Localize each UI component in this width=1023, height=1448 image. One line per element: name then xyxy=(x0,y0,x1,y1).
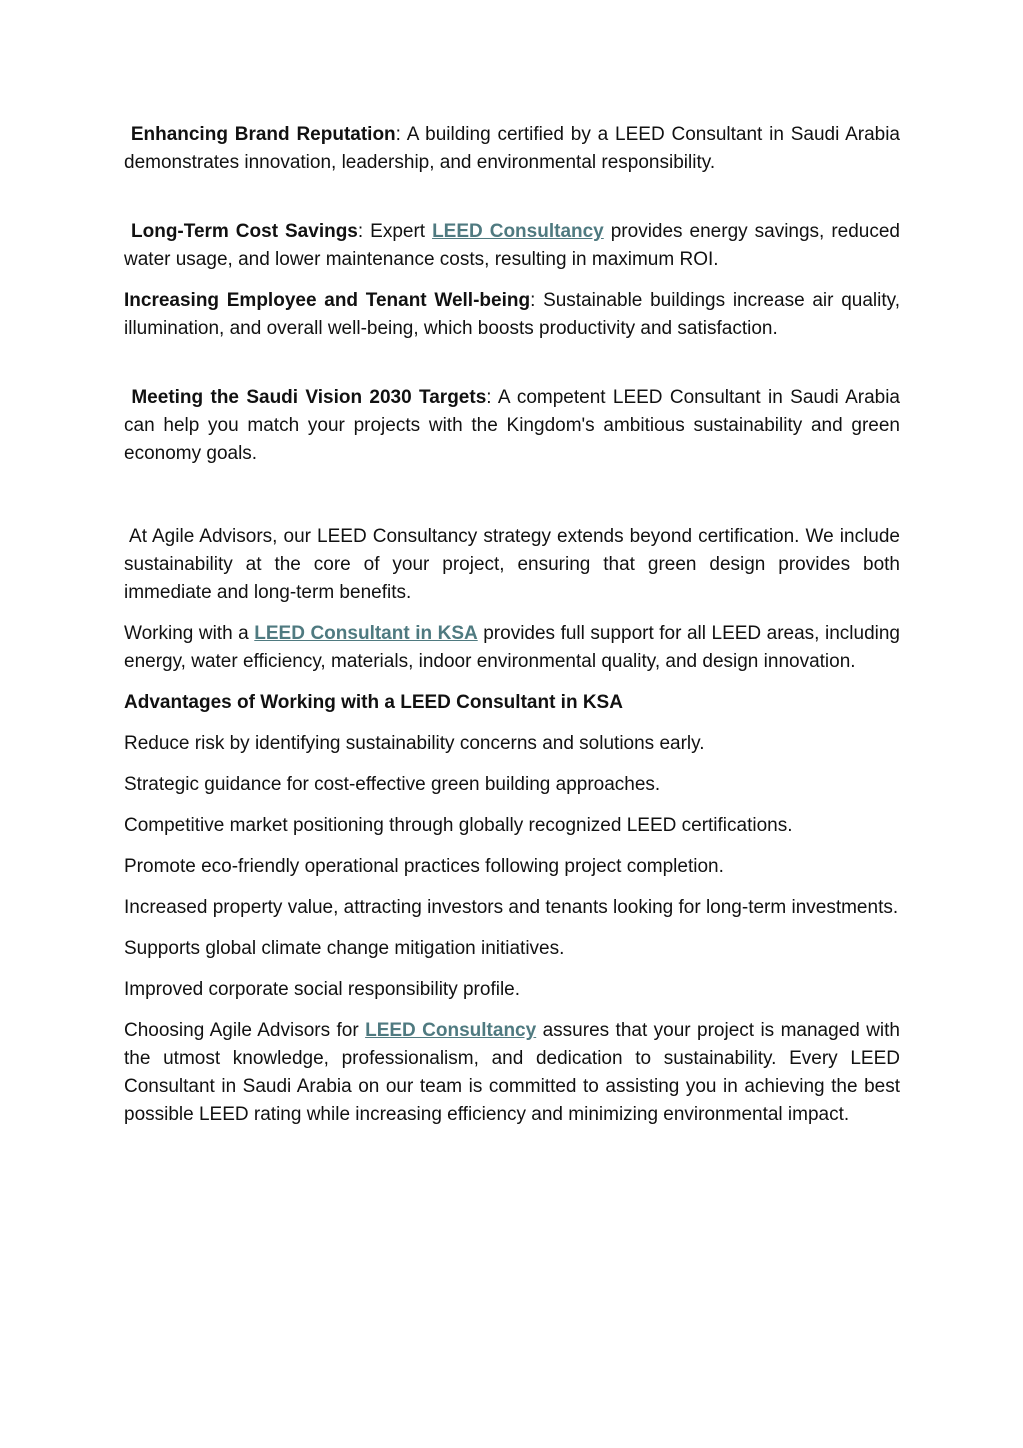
leed-consultant-ksa-link[interactable]: LEED Consultant in KSA xyxy=(254,623,478,644)
leed-consultancy-link[interactable]: LEED Consultancy xyxy=(365,1020,537,1041)
paragraph-text: At Agile Advisors, our LEED Consultancy strategy extends beyond certification. We include sustainability at the core of your project, ensuring that green design provides both immediate and long-term benefits. xyxy=(124,526,900,603)
paragraph-agile-advisors xyxy=(124,523,900,607)
paragraph-title: Long-Term Cost Savings xyxy=(131,221,358,242)
leed-consultancy-link[interactable]: LEED Consultancy xyxy=(432,221,604,242)
paragraph-text: assures that your project is managed with the utmost knowledge, professionalism, and dedication to sustainability. Every LEED Consultant in Saudi Arabia on our team is committed to assisting you in achieving the best possible LEED rating while increasing efficiency and minimizing environmental impact. xyxy=(124,1020,900,1125)
paragraph-text: : A competent LEED Consultant in Saudi Arabia can help you match your projects with the Kingdom's ambitious sustainability and green economy goals. xyxy=(124,387,900,464)
paragraph-cost-savings xyxy=(124,218,900,274)
list-item: Strategic guidance for cost-effective green building approaches. xyxy=(124,774,661,795)
paragraph-text: provides energy savings, reduced water usage, and lower maintenance costs, resulting in maximum ROI. xyxy=(124,221,900,270)
paragraph-text: Working with a xyxy=(124,623,255,644)
paragraph-vision-2030 xyxy=(124,384,900,468)
paragraph-text: : Sustainable buildings increase air quality, illumination, and overall well-being, which boosts productivity and satisfaction. xyxy=(124,290,900,339)
paragraph-brand-reputation xyxy=(124,121,900,177)
list-item: Increased property value, attracting investors and tenants looking for long-term investments. xyxy=(124,897,899,918)
list-item: Improved corporate social responsibility profile. xyxy=(124,979,521,1000)
paragraph-text: Choosing Agile Advisors for xyxy=(124,1020,366,1041)
advantages-heading: Advantages of Working with a LEED Consultant in KSA xyxy=(124,692,623,713)
paragraph-closing xyxy=(124,1017,900,1129)
paragraph-title: Increasing Employee and Tenant Well-being xyxy=(124,290,531,311)
paragraph-text: : A building certified by a LEED Consultant in Saudi Arabia demonstrates innovation, leadership, and environmental responsibility. xyxy=(124,124,900,173)
advantages-list xyxy=(124,730,900,1004)
list-item: Reduce risk by identifying sustainability concerns and solutions early. xyxy=(124,733,705,754)
paragraph-working-with xyxy=(124,620,900,676)
list-item: Promote eco-friendly operational practices following project completion. xyxy=(124,856,724,877)
paragraph-title: Meeting the Saudi Vision 2030 Targets xyxy=(131,387,487,408)
list-item: Supports global climate change mitigation initiatives. xyxy=(124,938,565,959)
paragraph-text: : Expert xyxy=(357,221,433,242)
paragraph-title: Enhancing Brand Reputation xyxy=(130,124,396,145)
paragraph-text: provides full support for all LEED areas, including energy, water efficiency, materials, indoor environmental quality, and design innovation. xyxy=(124,623,900,672)
list-item: Competitive market positioning through globally recognized LEED certifications. xyxy=(124,815,793,836)
paragraph-wellbeing xyxy=(124,287,900,343)
document-page xyxy=(124,121,900,1142)
